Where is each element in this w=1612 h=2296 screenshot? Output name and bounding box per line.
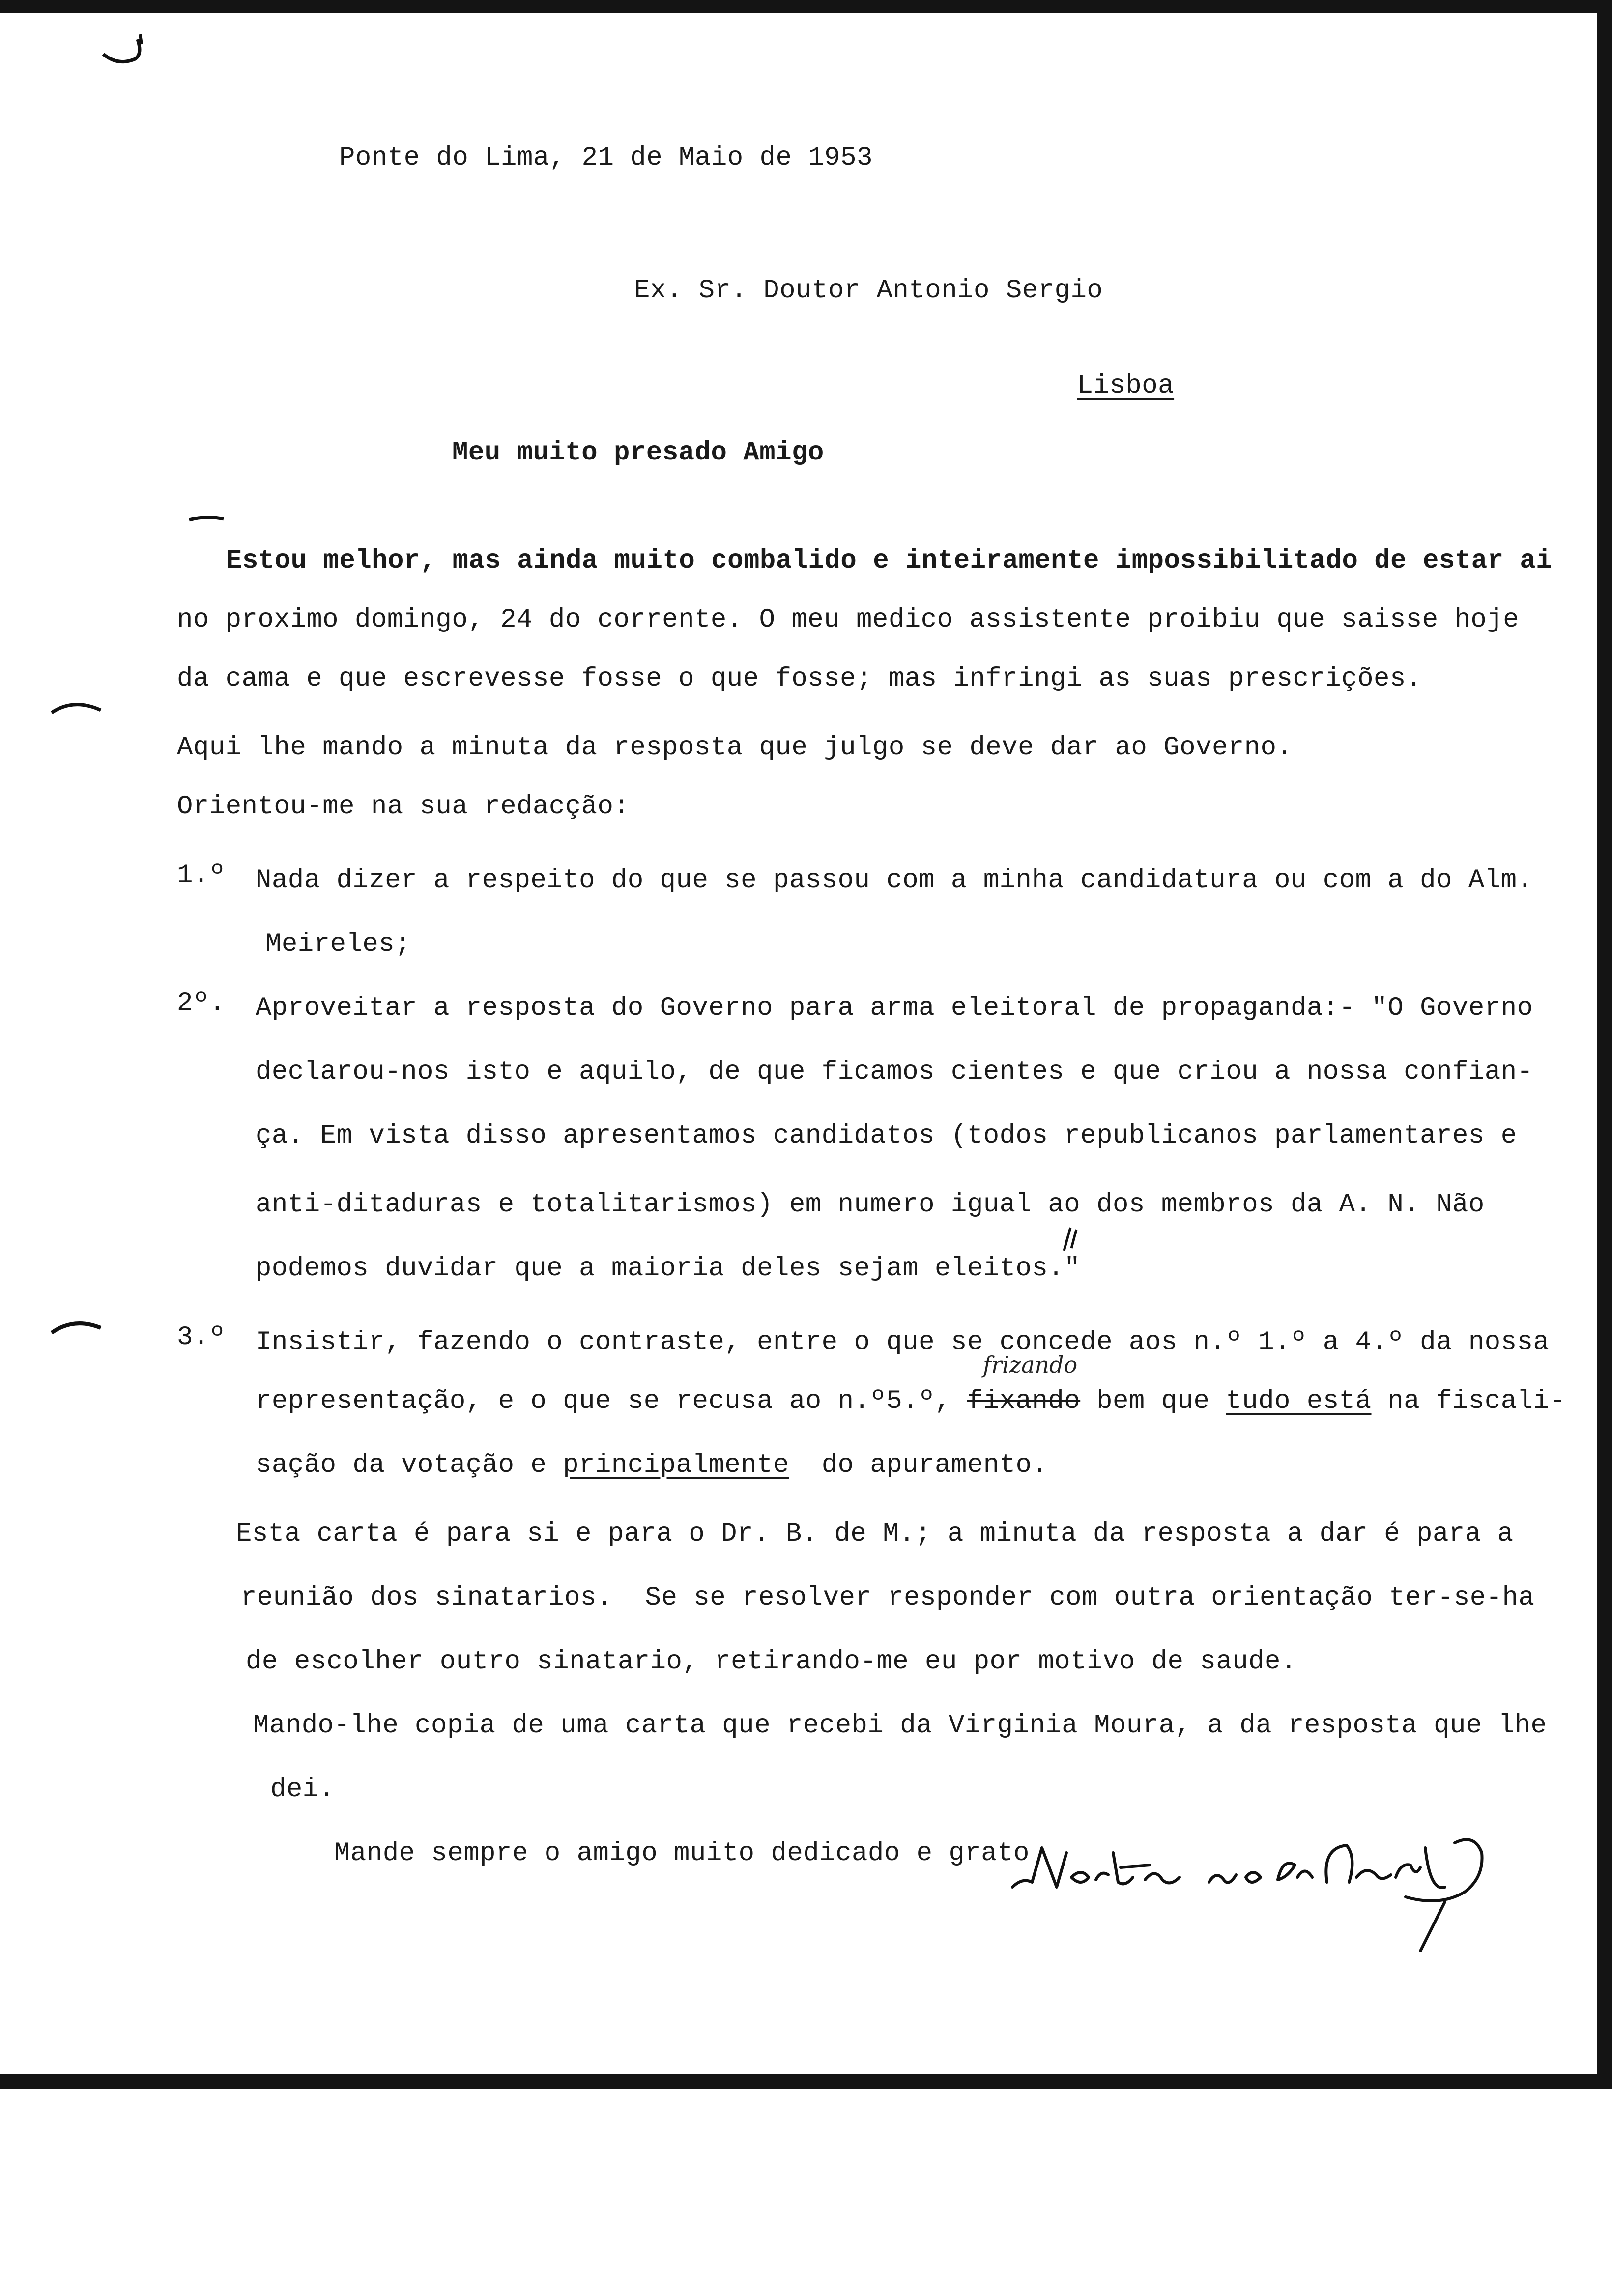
item-3-number: 3.º bbox=[177, 1322, 226, 1352]
body-line-2: no proximo domingo, 24 do corrente. O meu medico assistente proibiu que saisse hoje bbox=[177, 605, 1520, 635]
item-3-line-3-end: do apuramento. bbox=[821, 1450, 1048, 1480]
body-line-3: da cama e que escrevesse fosse o que fosse; mas infringi as suas prescrições. bbox=[177, 664, 1422, 694]
right-border bbox=[1597, 0, 1612, 2089]
item-2-line-2: declarou-nos isto e aquilo, de que ficamos cientes e que criou a nossa confian- bbox=[256, 1057, 1533, 1087]
salutation: Meu muito presado Amigo bbox=[452, 438, 824, 468]
item-2-line-1: Aproveitar a resposta do Governo para arma eleitoral de propaganda:- "O Governo bbox=[256, 993, 1533, 1023]
city bbox=[1012, 339, 1174, 433]
margin-dash-icon bbox=[187, 511, 226, 526]
item-3-line-3 bbox=[256, 1450, 1048, 1481]
item-3-line-2 bbox=[256, 1386, 1565, 1417]
item-3-line-3-start: sação da votação e bbox=[256, 1450, 547, 1480]
item-1-line-1: Nada dizer a respeito do que se passou com a minha candidatura ou com a do Alm. bbox=[256, 865, 1533, 895]
body-line-1: Estou melhor, mas ainda muito combalido e inteiramente impossibilitado de estar ai bbox=[226, 546, 1553, 576]
struck-word: fixando bbox=[967, 1386, 1081, 1416]
item-3-line-2-start: representação, e o que se recusa ao n.º5.º, bbox=[256, 1386, 951, 1416]
margin-dash-icon bbox=[49, 1317, 103, 1337]
sign-off: Mande sempre o amigo muito dedicado e grato bbox=[334, 1838, 1030, 1868]
closing-line-2: reunião dos sinatarios. Se se resolver responder com outra orientação ter-se-ha bbox=[241, 1583, 1535, 1613]
closing-line-5: dei. bbox=[270, 1775, 335, 1805]
closing-line-4: Mando-lhe copia de uma carta que recebi da Virginia Moura, a da resposta que lhe bbox=[253, 1711, 1547, 1741]
handwritten-tick-icon bbox=[1057, 1224, 1081, 1253]
inserted-word: frizando bbox=[983, 1351, 1078, 1378]
item-3-underlined-1: tudo está bbox=[1226, 1386, 1372, 1416]
body-line-4: Aqui lhe mando a minuta da resposta que julgo se deve dar ao Governo. bbox=[177, 733, 1293, 763]
margin-dash-icon bbox=[49, 698, 103, 718]
bottom-border bbox=[0, 2074, 1612, 2089]
item-2-number: 2º. bbox=[177, 988, 226, 1018]
city-text: Lisboa bbox=[1077, 371, 1175, 401]
signature-icon bbox=[1003, 1818, 1524, 1976]
closing-line-1: Esta carta é para si e para o Dr. B. de M.; a minuta da resposta a dar é para a bbox=[236, 1519, 1514, 1549]
item-2-line-4: anti-ditaduras e totalitarismos) em numero igual ao dos membros da A. N. Não bbox=[256, 1190, 1485, 1220]
item-2-line-3: ça. Em vista disso apresentamos candidatos (todos republicanos parlamentares e bbox=[256, 1121, 1517, 1151]
closing-line-3: de escolher outro sinatario, retirando-me eu por motivo de saude. bbox=[246, 1647, 1297, 1677]
item-1-number: 1.º bbox=[177, 861, 226, 890]
item-3-underlined-2: principalmente bbox=[563, 1450, 789, 1480]
item-3-line-2-mid: bem que bbox=[1096, 1386, 1210, 1416]
item-2-line-5: podemos duvidar que a maioria deles sejam eleitos." bbox=[256, 1254, 1081, 1284]
item-1-line-2: Meireles; bbox=[265, 929, 411, 959]
ink-mark-icon bbox=[88, 20, 162, 79]
addressee: Ex. Sr. Doutor Antonio Sergio bbox=[634, 276, 1103, 306]
place-date: Ponte do Lima, 21 de Maio de 1953 bbox=[339, 143, 873, 173]
item-3-line-1: Insistir, fazendo o contraste, entre o que se concede aos n.º 1.º a 4.º da nossa bbox=[256, 1327, 1550, 1357]
top-border bbox=[0, 0, 1612, 13]
item-3-line-2-end: na fiscali- bbox=[1387, 1386, 1566, 1416]
body-line-5: Orientou-me na sua redacção: bbox=[177, 792, 630, 822]
